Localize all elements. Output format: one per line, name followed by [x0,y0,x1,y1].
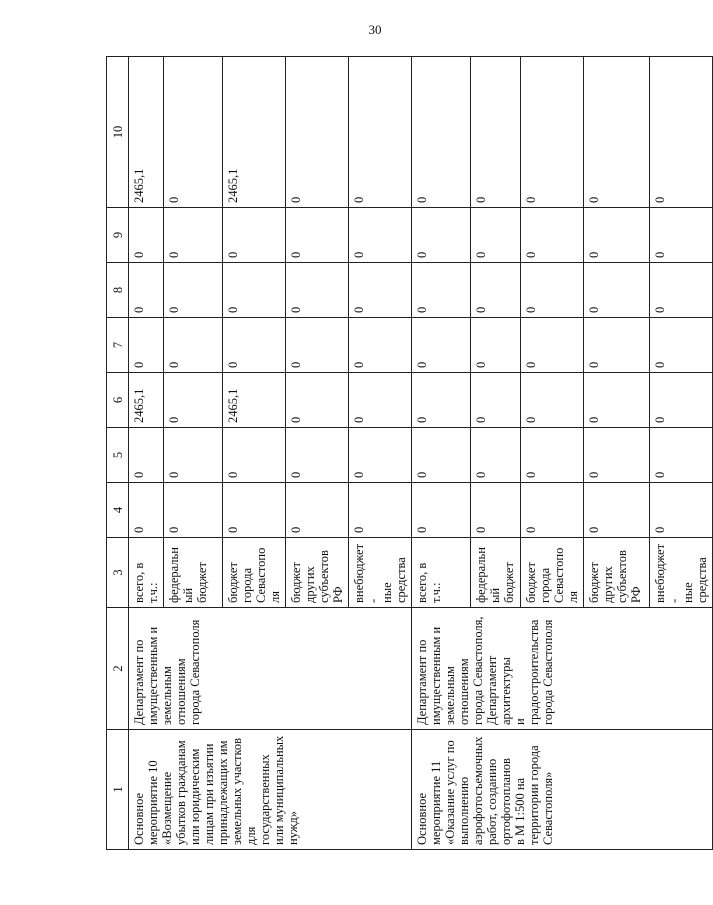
header-cell: 2 [107,608,129,730]
value-cell: 0 [349,318,412,373]
value-cell: 0 [471,318,521,373]
value-cell: 0 [349,208,412,263]
value-cell: 0 [129,208,164,263]
header-cell: 1 [107,730,129,850]
value-cell: 0 [412,483,471,538]
value-cell: 0 [164,483,223,538]
value-cell: 0 [650,57,713,208]
value-cell: 0 [129,263,164,318]
funding-source-cell: внебюджет- ные средства [349,538,412,608]
value-cell: 2465,1 [129,373,164,428]
value-cell: 0 [349,57,412,208]
header-cell: 7 [107,318,129,373]
funding-source-cell: всего, в т.ч.: [129,538,164,608]
table-body [107,57,713,850]
value-cell: 2465,1 [129,57,164,208]
value-cell: 0 [412,373,471,428]
value-cell: 0 [584,57,650,208]
table-row [129,57,164,850]
header-cell: 6 [107,373,129,428]
value-cell: 0 [223,318,286,373]
value-cell: 0 [223,263,286,318]
value-cell: 0 [584,263,650,318]
value-cell: 0 [164,373,223,428]
value-cell: 0 [164,318,223,373]
rotated-table-wrapper [106,57,709,850]
value-cell: 0 [129,428,164,483]
value-cell: 0 [349,483,412,538]
value-cell: 0 [650,263,713,318]
value-cell: 0 [521,483,584,538]
value-cell: 0 [223,208,286,263]
value-cell: 0 [471,208,521,263]
value-cell: 0 [412,208,471,263]
value-cell: 2465,1 [223,57,286,208]
value-cell: 2465,1 [223,373,286,428]
value-cell: 0 [286,428,349,483]
value-cell: 0 [349,373,412,428]
value-cell: 0 [584,208,650,263]
value-cell: 0 [650,318,713,373]
value-cell: 0 [650,208,713,263]
value-cell: 0 [584,318,650,373]
header-cell: 4 [107,483,129,538]
executor-cell: Департамент по имущественным и земельным отношениям города Севастополя, Департамент архитектуры и градостроительства города Севастополя [412,608,713,730]
value-cell: 0 [129,483,164,538]
event-name-cell: Основное мероприятие 10 «Возмещение убытков гражданам или юридическим лицам при изъятии принадлежащих им земельных участков для государственных или муниципальных нужд» [129,730,412,850]
funding-source-cell: федеральный бюджет [471,538,521,608]
funding-source-cell: внебюджет- ные средства [650,538,713,608]
budget-table [106,56,713,850]
value-cell: 0 [412,428,471,483]
funding-source-cell: бюджет других субъектов РФ [584,538,650,608]
funding-source-cell: бюджет города Севастополя [521,538,584,608]
funding-source-cell: бюджет других субъектов РФ [286,538,349,608]
value-cell: 0 [412,318,471,373]
value-cell: 0 [471,57,521,208]
value-cell: 0 [286,263,349,318]
value-cell: 0 [521,428,584,483]
value-cell: 0 [286,318,349,373]
table-row [412,57,471,850]
value-cell: 0 [521,373,584,428]
value-cell: 0 [584,483,650,538]
value-cell: 0 [349,263,412,318]
funding-source-cell: бюджет города Севастополя [223,538,286,608]
value-cell: 0 [521,318,584,373]
executor-cell: Департамент по имущественным и земельным отношениям города Севастополя [129,608,412,730]
event-name-cell: Основное мероприятие 11 «Оказание услуг по выполнению аэрофотосъемочных работ, созданию ортофотопланов в М 1:500 на территории города Севастополя» [412,730,713,850]
value-cell: 0 [521,57,584,208]
header-cell: 10 [107,57,129,208]
funding-source-cell: федеральный бюджет [164,538,223,608]
value-cell: 0 [650,483,713,538]
value-cell: 0 [129,318,164,373]
value-cell: 0 [223,483,286,538]
value-cell: 0 [164,263,223,318]
funding-source-cell: всего, в т.ч.: [412,538,471,608]
value-cell: 0 [349,428,412,483]
value-cell: 0 [286,57,349,208]
value-cell: 0 [471,483,521,538]
header-cell: 5 [107,428,129,483]
value-cell: 0 [412,57,471,208]
table-header-row [107,57,129,850]
value-cell: 0 [164,57,223,208]
value-cell: 0 [521,263,584,318]
value-cell: 0 [164,428,223,483]
header-cell: 3 [107,538,129,608]
value-cell: 0 [223,428,286,483]
value-cell: 0 [584,373,650,428]
value-cell: 0 [471,263,521,318]
value-cell: 0 [164,208,223,263]
value-cell: 0 [471,373,521,428]
value-cell: 0 [286,373,349,428]
value-cell: 0 [584,428,650,483]
value-cell: 0 [412,263,471,318]
value-cell: 0 [521,208,584,263]
header-cell: 9 [107,208,129,263]
value-cell: 0 [650,428,713,483]
value-cell: 0 [286,483,349,538]
page-number: 30 [368,22,382,37]
header-cell: 8 [107,263,129,318]
value-cell: 0 [650,373,713,428]
value-cell: 0 [471,428,521,483]
value-cell: 0 [286,208,349,263]
